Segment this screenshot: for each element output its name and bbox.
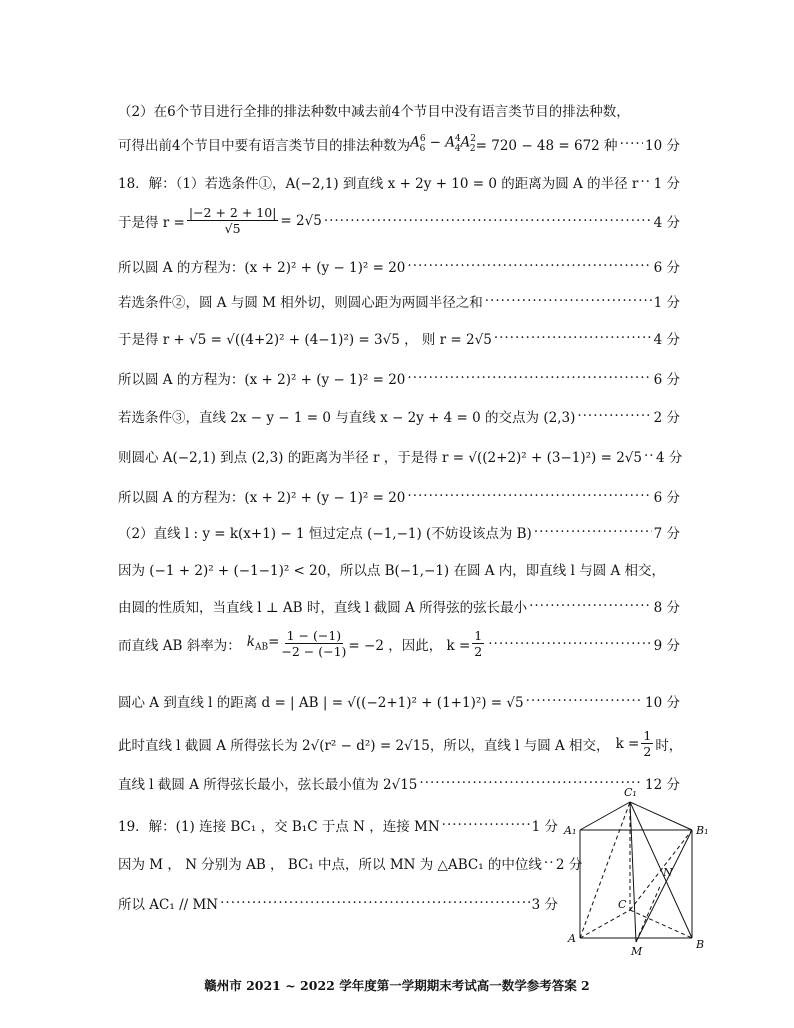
edge-AC [580, 910, 630, 938]
fraction: $\frac{1 - (-1)}{-2 - (-1)}$ [281, 628, 347, 659]
score-label: 4 分 [653, 332, 680, 348]
score-label: 1 分 [653, 176, 680, 192]
text-line: 而直线 AB 斜率为： $k_{AB}=$ $\frac{1 - (-1)}{-2 - (-1)}$ = −2 ，因此， k = $\frac{1}{2}$ ····· 9 分 [118, 628, 680, 659]
text-line: （2）在6个节目进行全排的排法种数中减去前4个节目中没有语言类节目的排法种数， [118, 104, 630, 120]
text-line: 所以 AC₁ // MN ····· 3 分 [118, 893, 558, 913]
score-label: 4 分 [655, 450, 683, 466]
text-line: 则圆心 A(−2,1) 到点 (2,3) 的距离为半径 r ，于是得 r = √((2+2)² + (3−1)²) = 2√5 ····· 4 分 [118, 446, 680, 466]
leader-dots [407, 258, 651, 274]
leader-dots [526, 693, 643, 709]
text-line: 于是得 r = $\frac{|-2 + 2 + 10|}{√5}$ = 2√5 ····· 4 分 [118, 205, 680, 236]
edge-CB1 [630, 830, 692, 910]
leader-dots [324, 213, 652, 229]
label-B: B [696, 938, 705, 951]
score-label: 6 分 [653, 490, 680, 506]
score-label: 3 分 [531, 897, 558, 913]
leader-dots [577, 408, 651, 424]
leader-dots [640, 174, 651, 190]
label-B1: B₁ [696, 824, 709, 837]
leader-dots [620, 136, 643, 152]
leader-dots [407, 370, 651, 386]
label-N: N [663, 866, 673, 879]
text-line: 19．解：(1) 连接 BC₁ ，交 B₁C 于点 N ，连接 MN ····· 1 分 [118, 815, 558, 835]
text-line: 所以圆 A 的方程为：(x + 2)² + (y − 1)² = 20 ····· 6 分 [118, 256, 680, 276]
text-line: 直线 l 截圆 A 所得弦长最小，弦长最小值为 2√15 ····· 12 分 [118, 773, 680, 793]
text-line: 因为 M ， N 分别为 AB ， BC₁ 中点，所以 MN 为 △ABC₁ 的中位线 ····· 2 分 [118, 853, 558, 873]
edge-AC1 [580, 802, 630, 938]
label-A: A [568, 932, 576, 945]
leader-dots [485, 293, 652, 309]
leader-dots [544, 855, 554, 871]
permutation-formula: $A^6_6 - A^4_4A^2_2$ [410, 134, 476, 154]
text-line: 因为 (−1 + 2)² + (−1−1)² < 20，所以点 B(−1,−1) 在圆 A 内，即直线 l 与圆 A 相交， [118, 563, 666, 579]
leader-dots [407, 488, 651, 504]
fraction: $\frac{1}{2}$ [643, 728, 652, 759]
leader-dots [644, 448, 654, 464]
text-line: 所以圆 A 的方程为：(x + 2)² + (y − 1)² = 20 ····· 6 分 [118, 486, 680, 506]
score-label: 1 分 [531, 819, 558, 835]
text-line: 由圆的性质知，当直线 l ⊥ AB 时，直线 l 截圆 A 所得弦的弦长最小 ····· 8 分 [118, 596, 680, 616]
score-label: 7 分 [653, 526, 680, 542]
text-line: 若选条件②，圆 A 与圆 M 相外切，则圆心距为两圆半径之和 ····· 1 分 [118, 291, 680, 311]
leader-dots [442, 817, 530, 833]
edge-C1M [630, 802, 636, 942]
label-C: C [618, 898, 627, 911]
score-label: 12 分 [645, 777, 680, 793]
text-line: 所以圆 A 的方程为：(x + 2)² + (y − 1)² = 20 ····· 6 分 [118, 368, 680, 388]
text-line: 18．解：（1）若选条件①， A(−2,1) 到直线 x + 2y + 10 = 0 的距离为圆 A 的半径 r ····· 1 分 [118, 172, 680, 192]
leader-dots [488, 636, 651, 652]
text-line: （2）直线 l : y = k(x+1) − 1 恒过定点 (−1,−1) (不妨设该点为 B) ····· 7 分 [118, 522, 680, 542]
score-label: 2 分 [653, 410, 680, 426]
page-footer: 赣州市 2021 ~ 2022 学年度第一学期期末考试高一数学参考答案 2 [204, 978, 590, 993]
score-label: 2 分 [555, 857, 583, 873]
score-label: 10 分 [645, 138, 680, 154]
leader-dots [529, 598, 652, 614]
label-M: M [631, 945, 643, 958]
prism-figure [560, 780, 720, 960]
edge-A1C1 [580, 802, 630, 830]
score-label: 1 分 [653, 295, 680, 311]
fraction: $\frac{1}{2}$ [474, 628, 483, 659]
label-A1: A₁ [564, 824, 577, 837]
edge-C1B1 [630, 802, 692, 830]
text-line: 可得出前4个节目中要有语言类节目的排法种数为 $A^6_6 - A^4_4A^2_2$ = 720 − 48 = 672 种 ····· 10 分 [118, 134, 680, 154]
score-label: 6 分 [653, 372, 680, 388]
fraction: $\frac{|-2 + 2 + 10|}{√5}$ [188, 205, 277, 236]
leader-dots [494, 330, 652, 346]
score-label: 9 分 [653, 637, 680, 654]
text-line: 若选条件③，直线 2x − y − 1 = 0 与直线 x − 2y + 4 = 0 的交点为 (2,3) ····· 2 分 [118, 406, 680, 426]
score-label: 4 分 [653, 214, 680, 231]
score-label: 8 分 [653, 600, 680, 616]
score-label: 6 分 [653, 260, 680, 276]
edge-MN [636, 884, 661, 942]
text-line: 圆心 A 到直线 l 的距离 d = | AB | = √((−2+1)² + (1+1)²) = √5 ····· 10 分 [118, 691, 680, 711]
text-line: 此时直线 l 截圆 A 所得弦长为 2√(r² − d²) = 2√15，所以，直线 l 与圆 A 相交， k = $\frac{1}{2}$ 时， [118, 728, 683, 759]
leader-dots [220, 895, 530, 911]
label-C1: C₁ [624, 786, 637, 799]
score-label: 10 分 [645, 695, 680, 711]
text-line: 于是得 r + √5 = √((4+2)² + (4−1)²) = 3√5 ， 则 r = 2√5 ····· 4 分 [118, 328, 680, 348]
leader-dots [534, 524, 652, 540]
